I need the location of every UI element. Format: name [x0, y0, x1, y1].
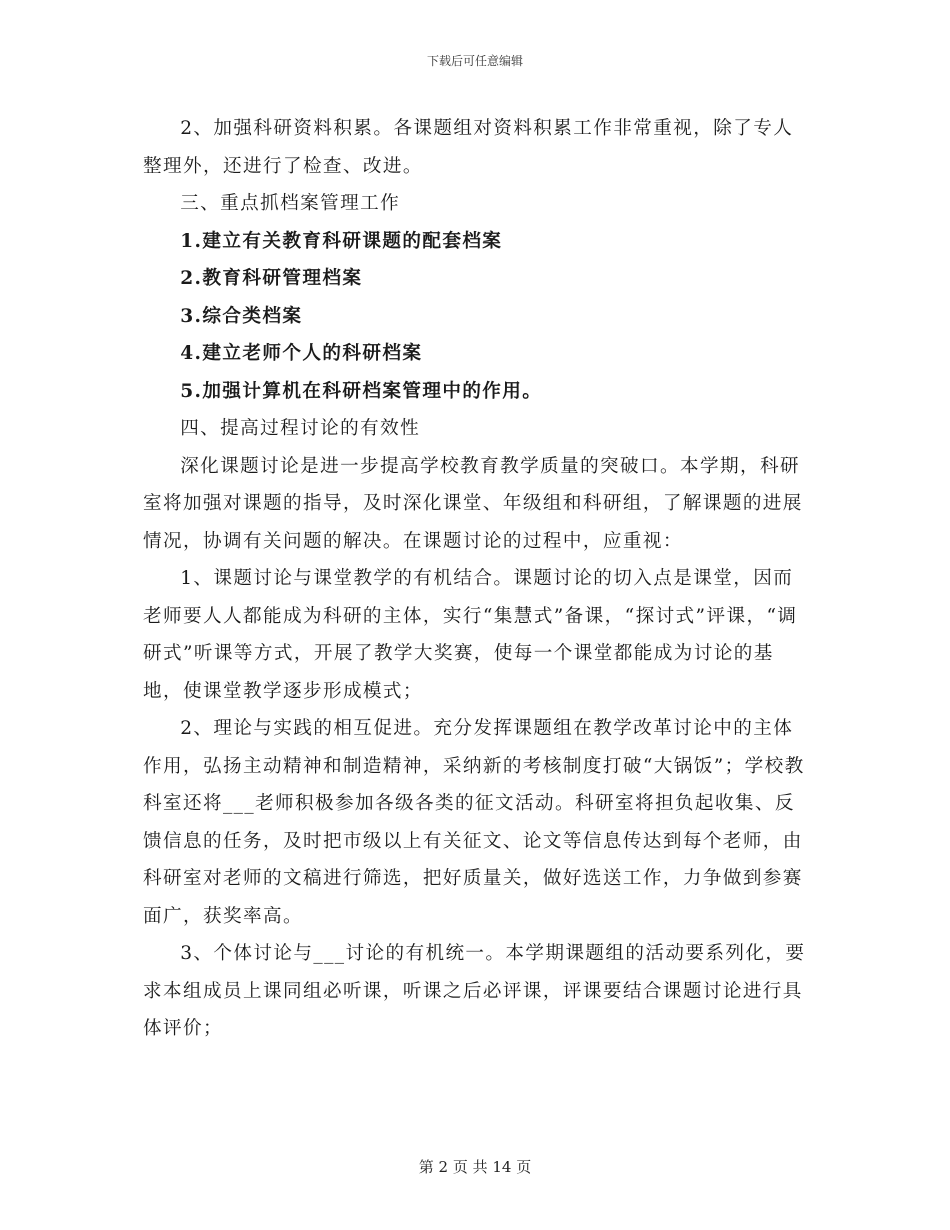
list-item-archive-1: 1.建立有关教育科研课题的配套档案: [180, 230, 503, 252]
list-item-archive-3: 3.综合类档案: [180, 305, 303, 327]
paragraph-research-materials: 2、加强科研资料积累。各课题组对资料积累工作非常重视，除了专人整理外，还进行了检查、改进。: [143, 118, 794, 177]
list-item-archive-2: 2.教育科研管理档案: [180, 268, 363, 289]
section-heading-archives: 三、重点抓档案管理工作: [180, 193, 401, 214]
paragraph-theory-practice: 2、理论与实践的相互促进。充分发挥课题组在教学改革讨论中的主体作用，弘扬主动精神和制造精神，采纳新的考核制度打破“大锅饭”；学校教科室还将___老师积极参加各级各类的征文活动。科研室将担负起收集、反馈信息的任务，及时把市级以上有关征文、论文等信息传达到每个老师，由科研室对老师的文稿进行筛选，把好质量关，做好选送工作，力争做到参赛面广，获奖率高。: [143, 718, 805, 927]
paragraph-classroom-integration: 1、课题讨论与课堂教学的有机结合。课题讨论的切入点是课堂，因而老师要人人都能成为科研的主体，实行“集慧式”备课，“探讨式”评课，“调研式”听课等方式，开展了教学大奖赛，使每一个课堂都能成为讨论的基地，使课堂教学逐步形成模式；: [143, 568, 798, 702]
paragraph-individual-group: 3、个体讨论与___讨论的有机统一。本学期课题组的活动要系列化，要求本组成员上课同组必听课，听课之后必评课，评课要结合课题讨论进行具体评价；: [143, 943, 806, 1039]
page-footer-page-number: 第 2 页 共 14 页: [418, 1158, 532, 1176]
section-heading-discussion: 四、提高过程讨论的有效性: [180, 418, 421, 439]
page-header: 下载后可任意编辑: [426, 54, 523, 68]
list-item-archive-5: 5.加强计算机在科研档案管理中的作用。: [180, 380, 543, 402]
document-body: [143, 110, 807, 1048]
list-item-archive-4: 4.建立老师个人的科研档案: [180, 343, 423, 364]
paragraph-deepen-discussion: 深化课题讨论是进一步提高学校教育教学质量的突破口。本学期，科研室将加强对课题的指导，及时深化课堂、年级组和科研组，了解课题的进展情况，协调有关问题的解决。在课题讨论的过程中，应重视：: [143, 455, 803, 552]
